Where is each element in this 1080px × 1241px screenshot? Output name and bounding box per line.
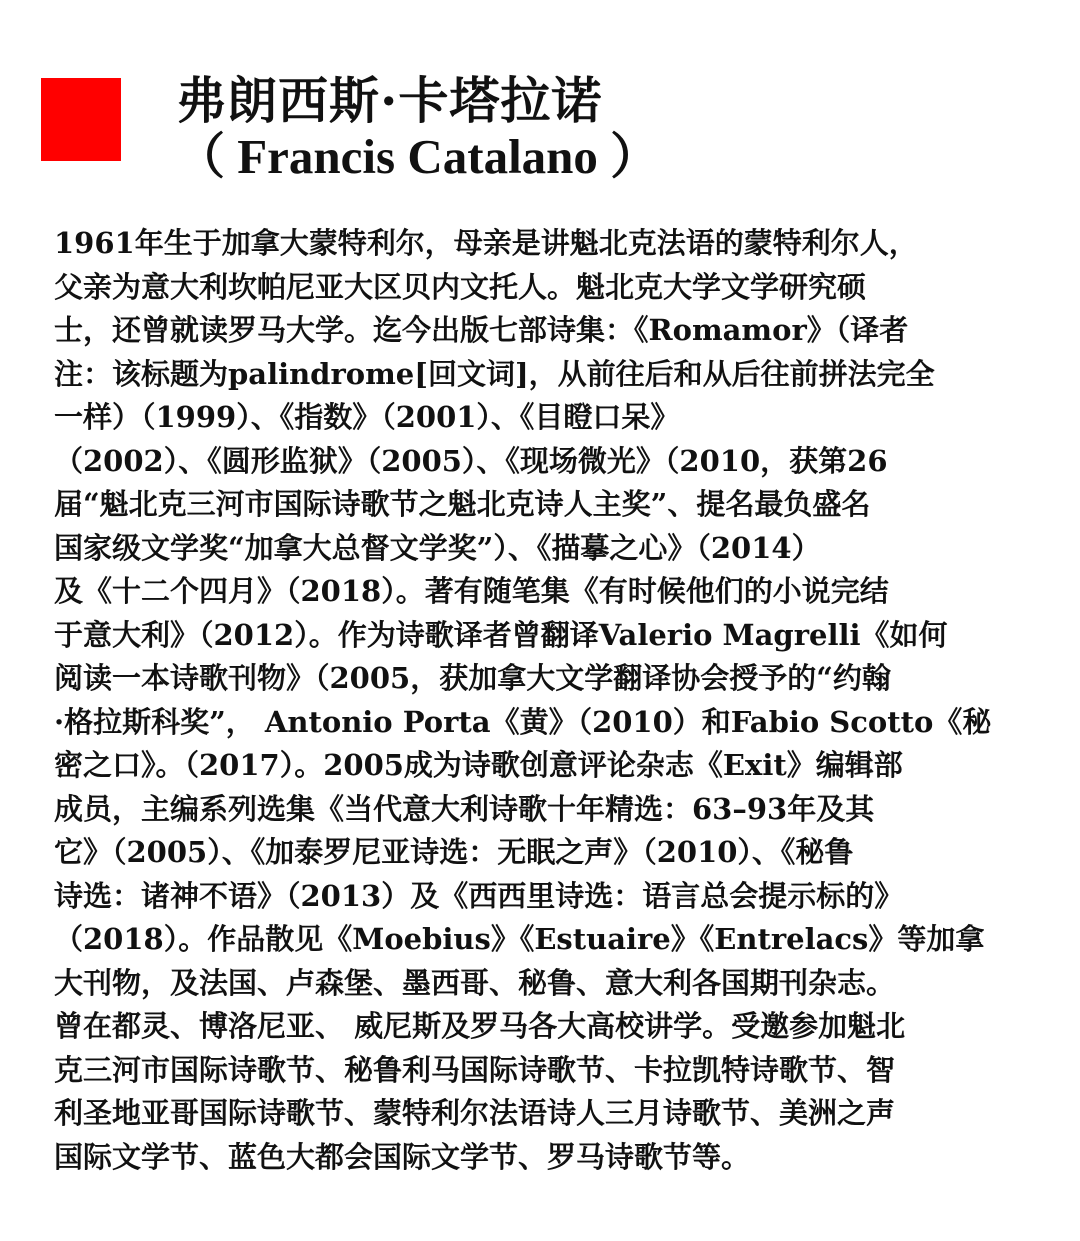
bio-line: 及《十二个四月》（2018）。著有随笔集《有时候他们的小说完结 <box>54 574 889 608</box>
bio-line: 它》（2005）、《加泰罗尼亚诗选：无眠之声》（2010）、《秘鲁 <box>54 835 854 869</box>
bio-line: 届“魁北克三河市国际诗歌节之魁北克诗人主奖”、提名最负盛名 <box>54 487 871 521</box>
red-accent-square <box>41 78 121 161</box>
bio-line: 克三河市国际诗歌节、秘鲁利马国际诗歌节、卡拉凯特诗歌节、智 <box>54 1052 896 1087</box>
bio-line: （2002）、《圆形监狱》（2005）、《现场微光》（2010，获第26 <box>54 443 888 478</box>
title-block <box>176 70 1036 184</box>
bio-line: 利圣地亚哥国际诗歌节、蒙特利尔法语诗人三月诗歌节、美洲之声 <box>54 1096 896 1130</box>
bio-line: ·格拉斯科奖”， Antonio Porta《黄》（2010）和Fabio Scotto《秘 <box>54 704 992 739</box>
page-title-english: （ Francis Catalano ） <box>176 129 660 184</box>
bio-line: 士，还曾就读罗马大学。迄今出版七部诗集：《Romamor》（译者 <box>54 313 909 347</box>
bio-line: 大刊物，及法国、卢森堡、墨西哥、秘鲁、意大利各国期刊杂志。 <box>54 965 896 1000</box>
page-title-chinese: 弗朗西斯·卡塔拉诺 <box>176 71 603 130</box>
bio-line: 成员，主编系列选集《当代意大利诗歌十年精选：63–93年及其 <box>54 791 875 826</box>
bio-line: 国家级文学奖“加拿大总督文学奖”）、《描摹之心》（2014） <box>54 530 821 565</box>
biography-paragraph <box>54 222 1014 1179</box>
bio-line: 1961年生于加拿大蒙特利尔，母亲是讲魁北克法语的蒙特利尔人， <box>54 226 918 260</box>
bio-line: （2018）。作品散见《Moebius》《Estuaire》《Entrelacs》等加拿 <box>54 922 985 956</box>
bio-line: 阅读一本诗歌刊物》（2005，获加拿大文学翻译协会授予的“约翰 <box>54 661 891 695</box>
bio-line: 诗选：诸神不语》（2013）及《西西里诗选：语言总会提示标的》 <box>54 878 904 913</box>
bio-line: 父亲为意大利坎帕尼亚大区贝内文托人。魁北克大学文学研究硕 <box>54 269 867 304</box>
bio-line: 注：该标题为palindrome[回文词]，从前往后和从后往前拼法完全 <box>54 356 935 391</box>
bio-line: 于意大利》（2012）。作为诗歌译者曾翻译Valerio Magrelli《如何 <box>54 617 948 652</box>
bio-line: 曾在都灵、博洛尼亚、 威尼斯及罗马各大高校讲学。受邀参加魁北 <box>54 1009 906 1043</box>
bio-line: 国际文学节、蓝色大都会国际文学节、罗马诗歌节等。 <box>54 1139 751 1174</box>
bio-line: 密之口》。（2017）。2005成为诗歌创意评论杂志《Exit》编辑部 <box>54 748 903 782</box>
bio-line: 一样）（1999）、《指数》（2001）、《目瞪口呆》 <box>54 400 680 434</box>
